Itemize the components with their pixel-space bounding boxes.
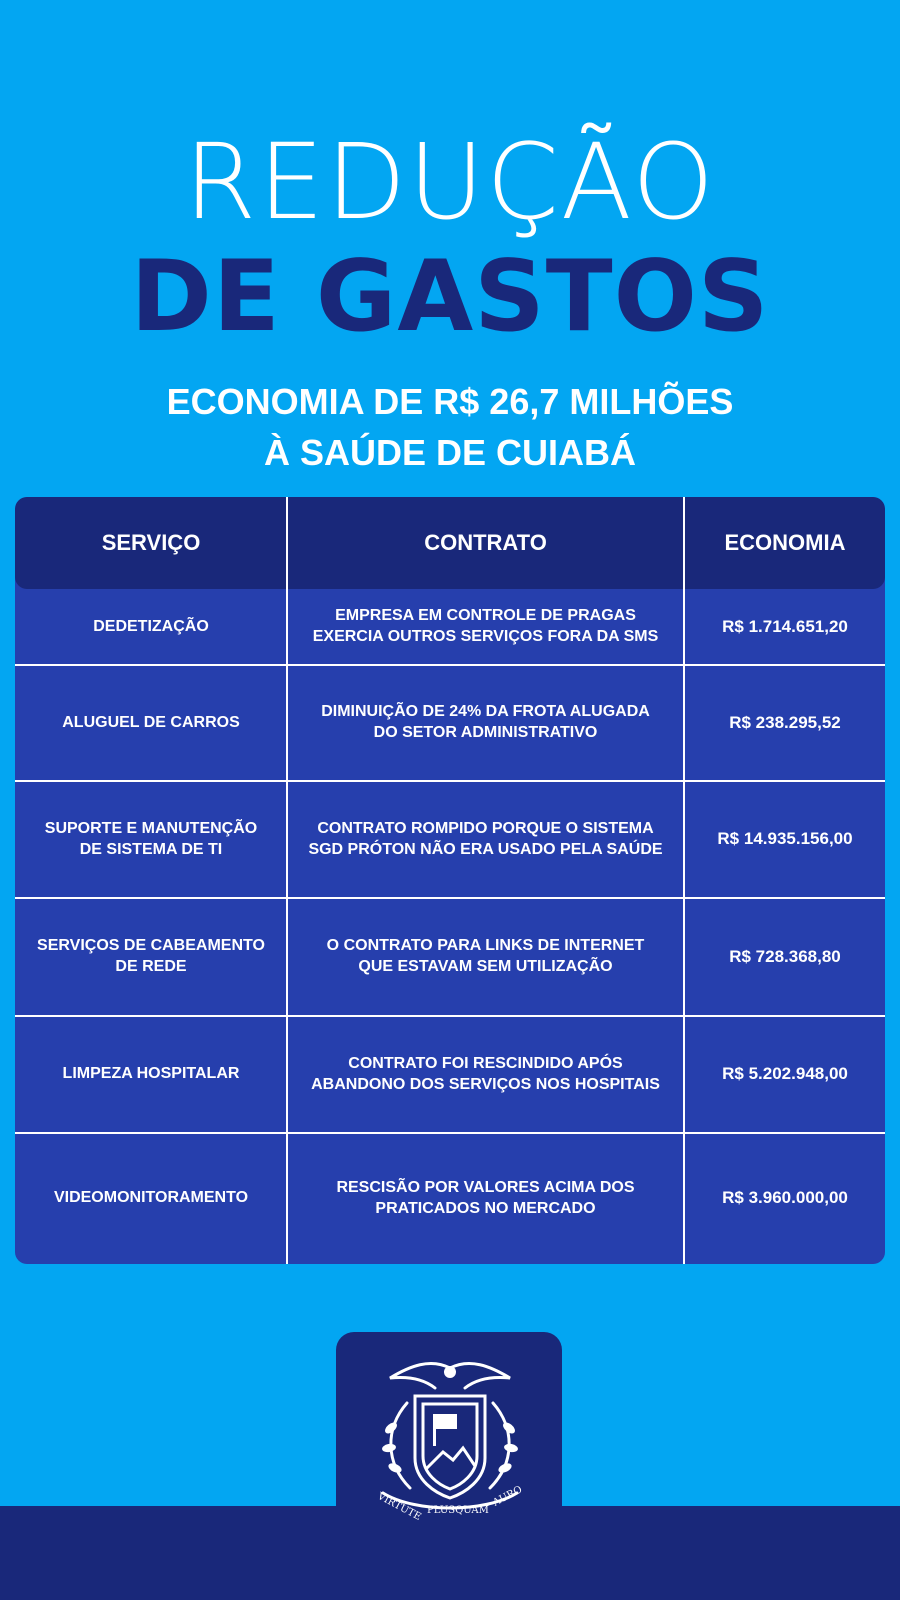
table-row bbox=[15, 665, 885, 781]
eagle-left-wing bbox=[390, 1363, 450, 1388]
servico-cell-line: ALUGUEL DE CARROS bbox=[62, 713, 240, 731]
table-row bbox=[15, 589, 885, 665]
economia-cell: R$ 238.295,52 bbox=[729, 712, 841, 732]
column-divider bbox=[683, 497, 685, 1264]
row-divider bbox=[15, 1015, 885, 1017]
servico-cell bbox=[15, 589, 287, 665]
row-divider bbox=[15, 664, 885, 666]
contrato-cell bbox=[288, 898, 683, 1016]
seal-motto-left: VIRTUTE bbox=[375, 1490, 423, 1523]
contrato-cell-line: ABANDONO DOS SERVIÇOS NOS HOSPITAIS bbox=[311, 1075, 660, 1093]
servico-cell bbox=[15, 1016, 287, 1133]
title-line-1: REDUÇÃO bbox=[184, 121, 716, 243]
contrato-cell bbox=[288, 781, 683, 898]
economia-cell: R$ 728.368,80 bbox=[729, 946, 841, 966]
contrato-cell-line: RESCISÃO POR VALORES ACIMA DOS bbox=[336, 1178, 635, 1196]
servico-cell-line: DE REDE bbox=[115, 958, 187, 975]
servico-cell-line: DE SISTEMA DE TI bbox=[79, 840, 223, 858]
servico-cell bbox=[15, 781, 287, 898]
column-header-economia: ECONOMIA bbox=[724, 530, 846, 555]
subtitle-line-2: À SAÚDE DE CUIABÁ bbox=[263, 432, 637, 473]
contrato-cell-line: DO SETOR ADMINISTRATIVO bbox=[373, 724, 598, 741]
shield-outline bbox=[415, 1396, 485, 1498]
eagle-right-wing bbox=[450, 1363, 510, 1388]
contrato-cell-line: EXERCIA OUTROS SERVIÇOS FORA DA SMS bbox=[312, 628, 659, 645]
servico-cell-line: SUPORTE E MANUTENÇÃO bbox=[44, 819, 258, 837]
coat-of-arms-seal bbox=[355, 1348, 545, 1523]
title-line-2: DE GASTOS bbox=[130, 240, 770, 354]
table-row bbox=[15, 898, 885, 1016]
contrato-cell-line: QUE ESTAVAM SEM UTILIZAÇÃO bbox=[358, 958, 613, 975]
economia-cell: R$ 3.960.000,00 bbox=[722, 1188, 848, 1208]
table-header bbox=[15, 497, 885, 589]
servico-cell bbox=[15, 898, 287, 1016]
contrato-cell-line: DIMINUIÇÃO DE 24% DA FROTA ALUGADA bbox=[321, 703, 650, 721]
laurel-leaf bbox=[503, 1443, 518, 1453]
contrato-cell bbox=[288, 665, 683, 781]
contrato-cell-line: CONTRATO ROMPIDO PORQUE O SISTEMA bbox=[317, 819, 654, 837]
seal-motto-right: AURO bbox=[491, 1484, 525, 1509]
column-header-contrato: CONTRATO bbox=[424, 530, 547, 555]
servico-cell bbox=[15, 665, 287, 781]
flag-icon bbox=[435, 1414, 457, 1429]
flagpole bbox=[433, 1414, 436, 1446]
economia-cell: R$ 14.935.156,00 bbox=[717, 829, 853, 849]
contrato-cell bbox=[288, 1016, 683, 1133]
row-divider bbox=[15, 1132, 885, 1134]
column-divider bbox=[286, 497, 288, 1264]
contrato-cell bbox=[288, 1133, 683, 1264]
savings-table bbox=[15, 497, 885, 1264]
contrato-cell-line: PRATICADOS NO MERCADO bbox=[375, 1199, 596, 1217]
table-row bbox=[15, 1016, 885, 1133]
contrato-cell bbox=[288, 589, 683, 665]
servico-cell-line: DEDETIZAÇÃO bbox=[93, 617, 209, 635]
servico-cell bbox=[15, 1133, 287, 1264]
servico-cell-line: VIDEOMONITORAMENTO bbox=[53, 1189, 249, 1207]
table-row bbox=[15, 1133, 885, 1264]
contrato-cell-line: EMPRESA EM CONTROLE DE PRAGAS bbox=[335, 607, 636, 625]
servico-cell-line: LIMPEZA HOSPITALAR bbox=[62, 1065, 240, 1083]
economia-cell: R$ 5.202.948,00 bbox=[722, 1064, 848, 1084]
subtitle-line-1: ECONOMIA DE R$ 26,7 MILHÕES bbox=[166, 381, 734, 422]
seal-motto-center: PLUSQUAM bbox=[427, 1505, 489, 1516]
contrato-cell-line: CONTRATO FOI RESCINDIDO APÓS bbox=[348, 1054, 623, 1072]
table-row bbox=[15, 781, 885, 898]
economia-cell: R$ 1.714.651,20 bbox=[722, 616, 848, 636]
laurel-leaf bbox=[381, 1443, 396, 1453]
mountain-icon bbox=[427, 1448, 475, 1468]
contrato-cell-line: O CONTRATO PARA LINKS DE INTERNET bbox=[326, 937, 645, 955]
servico-cell-line: SERVIÇOS DE CABEAMENTO bbox=[37, 937, 265, 955]
contrato-cell-line: SGD PRÓTON NÃO ERA USADO PELA SAÚDE bbox=[308, 840, 663, 858]
column-header-servico: SERVIÇO bbox=[101, 530, 201, 555]
row-divider bbox=[15, 780, 885, 782]
eagle-head bbox=[444, 1366, 456, 1378]
row-divider bbox=[15, 897, 885, 899]
